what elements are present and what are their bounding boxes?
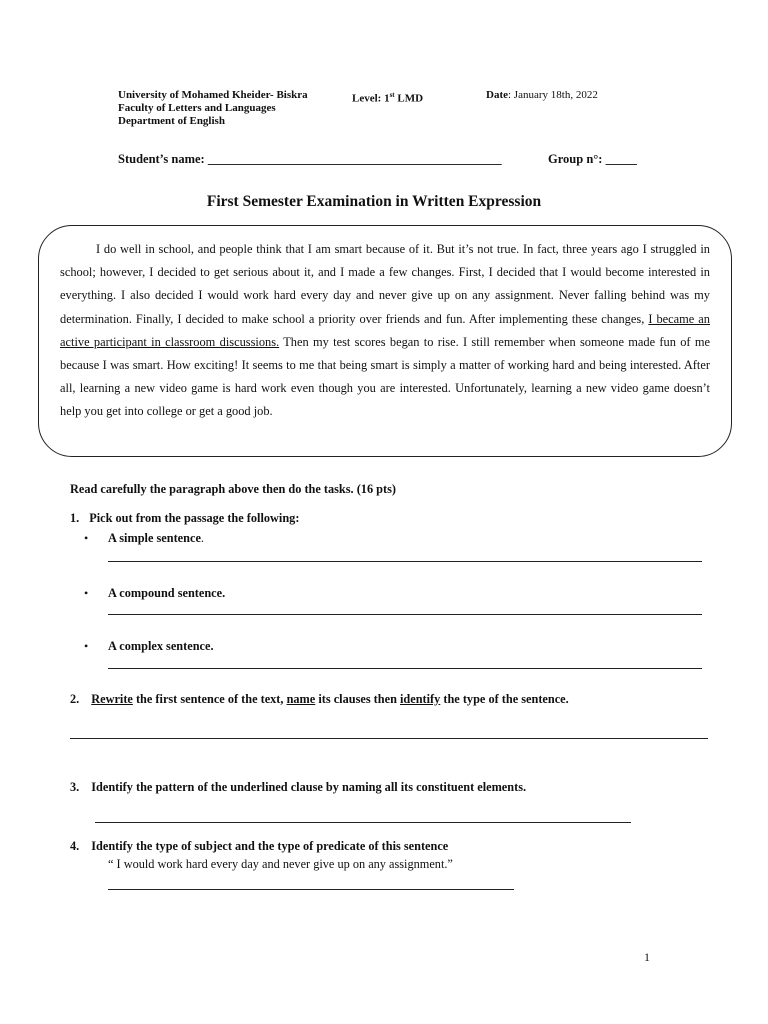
level-sup: st xyxy=(389,91,395,99)
answer-line-q2[interactable] xyxy=(70,738,708,739)
answer-line-q3[interactable] xyxy=(95,822,631,823)
item-simple-sentence xyxy=(108,531,204,546)
exam-title: First Semester Examination in Written Expression xyxy=(206,193,542,210)
keyword-name: name xyxy=(286,692,316,706)
item-simple-period: . xyxy=(200,531,204,545)
question-4-number: 4. xyxy=(70,839,80,853)
passage-text xyxy=(60,238,710,424)
passage-part-2: Then my test scores began to rise. I still remember when someone made fun of me because I was smart. How exciting! It seems to me that being smart is simply a matter of working hard and being interested. After all, learning a new video game is hard work even though you are interested. Unfortunately, learning a new video game doesn’t help you get into college or get a good job. xyxy=(60,334,710,419)
question-1 xyxy=(70,511,299,526)
keyword-identify: identify xyxy=(399,692,441,706)
underlined-clause: I became an active participant in classroom discussions. xyxy=(60,311,710,349)
question-2-text-2: its clauses then xyxy=(315,692,400,706)
bullet-icon: • xyxy=(84,639,89,653)
keyword-rewrite: Rewrite xyxy=(91,692,133,706)
department-name: Department of English xyxy=(118,115,225,127)
answer-line-q4[interactable] xyxy=(108,889,514,890)
question-4-quote: “ I would work hard every day and never give up on any assignment.” xyxy=(108,857,453,871)
instructions: Read carefully the paragraph above then do the tasks. (16 pts) xyxy=(70,482,396,496)
date-value: : January 18th, 2022 xyxy=(508,89,598,101)
passage-part-1: I do well in school, and people think that I am smart because of it. But it’s not true. In fact, three years ago I struggled in school; however, I decided to get serious about it, and I made a few changes. First, I decided that I would become interested in everything. I also decided I would work hard every day and never give up on any assignment. Never falling behind was my determination. Finally, I decided to make school a priority over friends and fun. After implementing these changes, xyxy=(60,242,710,326)
item-simple-label: A simple sentence xyxy=(108,531,201,545)
level-label xyxy=(352,89,423,106)
student-name-blank[interactable]: _______________________________________________ xyxy=(207,152,502,166)
exam-date xyxy=(486,89,598,102)
level-suffix: LMD xyxy=(394,92,424,105)
question-2-text-1: the first sentence of the text, xyxy=(132,692,287,706)
item-complex-sentence: A complex sentence. xyxy=(108,639,214,653)
question-2 xyxy=(70,692,569,707)
student-name-field[interactable] xyxy=(118,152,502,167)
page-number: 1 xyxy=(644,950,650,964)
item-compound-sentence: A compound sentence. xyxy=(108,586,226,600)
question-2-text-3: the type of the sentence. xyxy=(440,692,569,706)
question-3 xyxy=(70,780,526,795)
question-1-text: Pick out from the passage the following: xyxy=(89,511,300,525)
faculty-name: Faculty of Letters and Languages xyxy=(118,102,276,114)
group-field[interactable] xyxy=(548,152,637,167)
question-1-number: 1. xyxy=(70,511,80,525)
question-3-text: Identify the pattern of the underlined clause by naming all its constituent elements. xyxy=(91,780,527,794)
answer-line-compound[interactable] xyxy=(108,614,702,615)
date-label: Date xyxy=(486,89,508,101)
answer-line-complex[interactable] xyxy=(108,668,702,669)
group-blank[interactable]: _____ xyxy=(605,152,637,166)
question-4-text: Identify the type of subject and the type of predicate of this sentence xyxy=(91,839,449,853)
question-3-number: 3. xyxy=(70,780,80,794)
question-4 xyxy=(70,839,448,854)
question-2-number: 2. xyxy=(70,692,80,706)
bullet-icon: • xyxy=(84,531,89,545)
university-name: University of Mohamed Kheider- Biskra xyxy=(118,89,308,101)
student-name-label: Student’s name: xyxy=(118,152,208,166)
level-text: Level: 1 xyxy=(352,92,390,105)
bullet-icon: • xyxy=(84,586,89,600)
answer-line-simple[interactable] xyxy=(108,561,702,562)
group-label: Group n°: xyxy=(548,152,606,166)
